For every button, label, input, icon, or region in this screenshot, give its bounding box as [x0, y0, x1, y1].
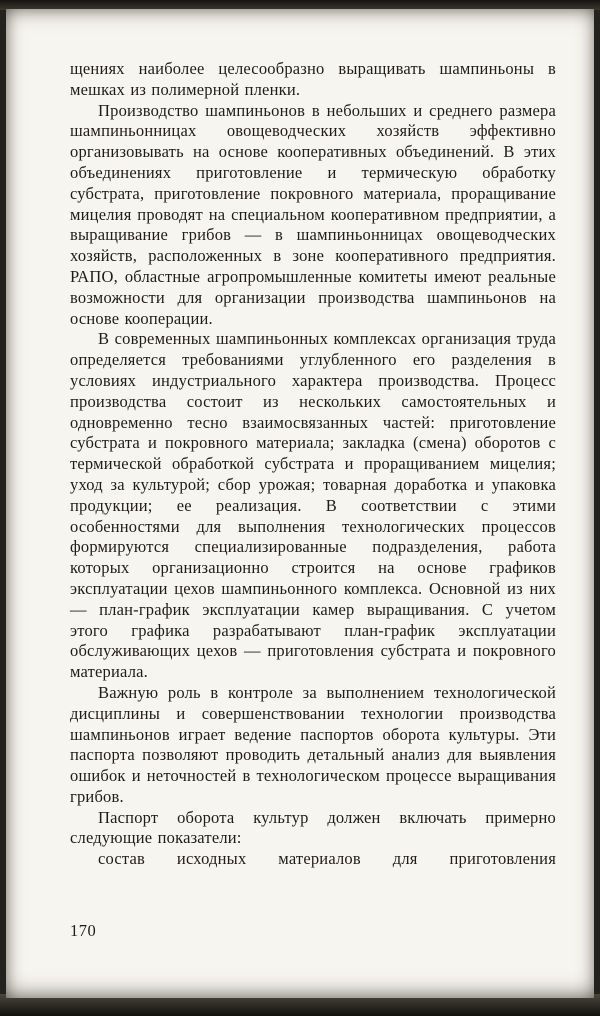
text-block	[70, 59, 556, 870]
paragraph-labor-organization: В современных шампиньонных комплексах организация труда определяется требованиями углубленного его разделения в условиях индустриального характера производства. Процесс производства состоит из нескольких самостоятельных и одновременно тесно взаимосвязанных частей: приготовление субстрата и покровного материала; закладка (смена) оборотов с термической обработкой субстрата и проращиванием мицелия; уход за культурой; сбор урожая; товарная доработка и упаковка продукции; ее реализация. В соответствии с этими особенностями для выполнения технологических процессов формируются специализированные подразделения, работа которых организационно строится на основе графиков эксплуатации цехов шампиньонного комплекса. Основной из них — план-график эксплуатации камер выращивания. С учетом этого графика разрабатывают план-график эксплуатации обслуживающих цехов — приготовления субстрата и покровного материала.	[70, 329, 556, 682]
book-page	[6, 9, 594, 998]
paragraph-materials-list-start: состав исходных материалов для приготовления	[98, 849, 556, 869]
page-number: 170	[70, 921, 97, 940]
paragraph-cooperative-production: Производство шампиньонов в небольших и среднего размера шампиньонницах овощеводческих хозяйств эффективно организовывать на основе кооперативных объединений. В этих объединениях приготовление и термическую обработку субстрата, приготовление покровного материала, проращивание мицелия проводят на специальном кооперативном предприятии, а выращивание грибов — в шампиньонницах овощеводческих хозяйств, расположенных в зоне кооперативного предприятия. РАПО, областные агропромышленные комитеты имеют реальные возможности для организации производства шампиньонов на основе кооперации.	[70, 100, 556, 328]
paragraph-passports-role: Важную роль в контроле за выполнением технологической дисциплины и совершенствовании технологии производства шампиньонов играет ведение паспортов оборота культуры. Эти паспорта позволяют проводить детальный анализ для выявления ошибок и неточностей в технологическом процессе выращивания грибов.	[70, 682, 556, 806]
paragraph-continuation: щениях наиболее целесообразно выращивать шампиньоны в мешках из полимерной пленки.	[70, 59, 556, 99]
paragraph-passport-indicators-intro: Паспорт оборота культур должен включать примерно следующие показатели:	[70, 807, 556, 848]
